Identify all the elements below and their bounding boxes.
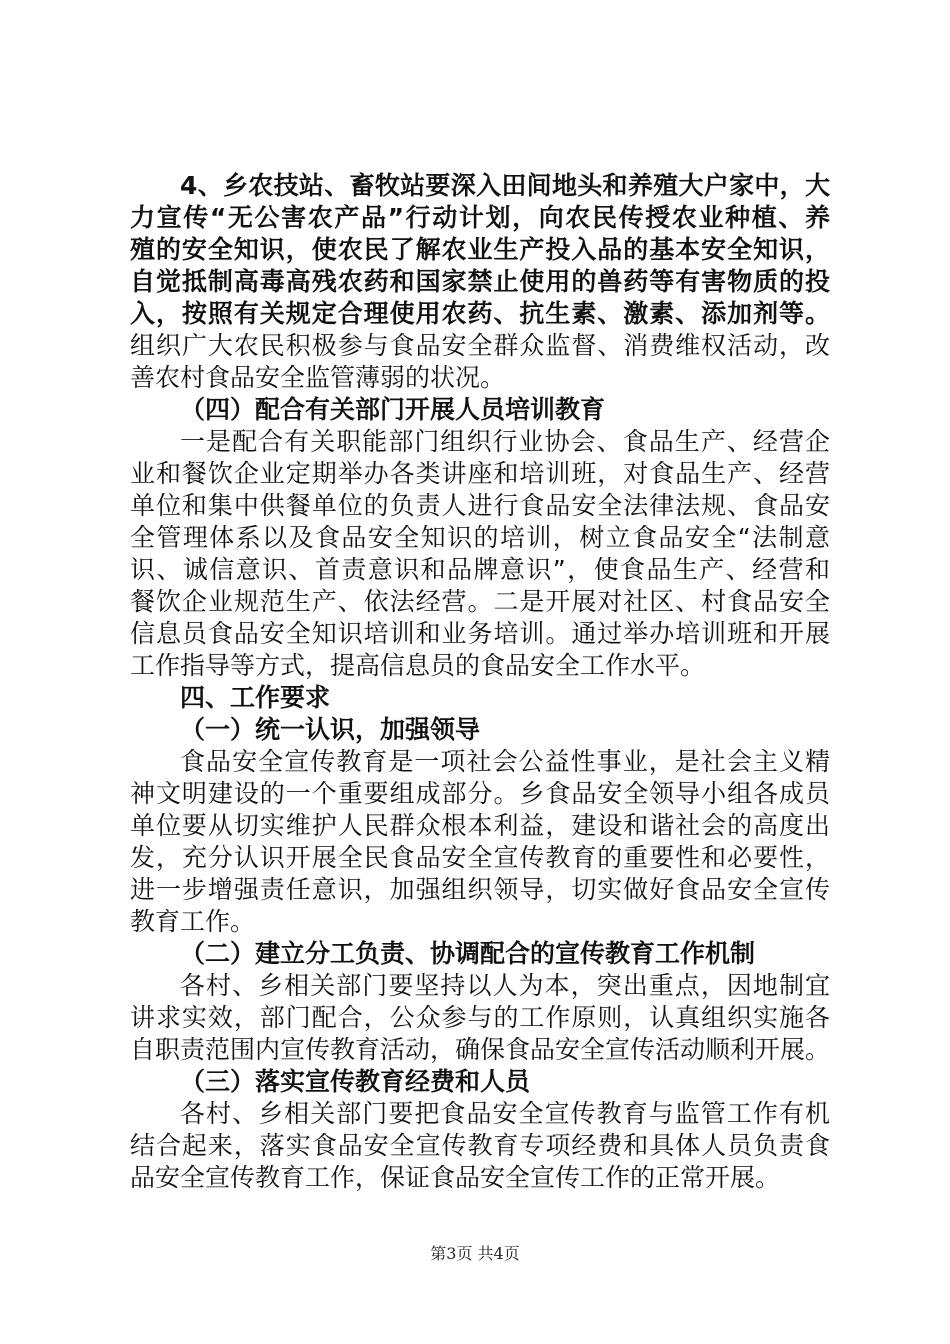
- text-line: 各村、乡相关部门要把食品安全宣传教育与监管工作有机: [180, 1099, 830, 1128]
- text-line: 餐饮企业规范生产、依法经营。二是开展对社区、村食品安全: [130, 587, 830, 616]
- text-line: 神文明建设的一个重要组成部分。乡食品安全领导小组各成员: [130, 779, 830, 808]
- text-line: （一）统一认识，加强领导: [180, 715, 481, 744]
- text-line: 4、乡农技站、畜牧站要深入田间地头和养殖大户家中，大: [180, 171, 830, 200]
- text-line: 业和餐饮企业定期举办各类讲座和培训班，对食品生产、经营: [130, 459, 830, 488]
- text-line: 品安全宣传教育工作，保证食品安全宣传工作的正常开展。: [130, 1163, 781, 1192]
- text-line: 发，充分认识开展全民食品安全宣传教育的重要性和必要性，: [130, 843, 830, 872]
- text-line: 食品安全宣传教育是一项社会公益性事业，是社会主义精: [180, 747, 830, 776]
- text-line: 工作指导等方式，提高信息员的食品安全工作水平。: [130, 651, 706, 680]
- text-line: （二）建立分工负责、协调配合的宣传教育工作机制: [180, 939, 756, 968]
- text-line: 进一步增强责任意识，加强组织领导，切实做好食品安全宣传: [130, 875, 830, 904]
- text-line: 信息员食品安全知识培训和业务培训。通过举办培训班和开展: [130, 619, 830, 648]
- text-line: 自觉抵制高毒高残农药和国家禁止使用的兽药等有害物质的投: [130, 267, 830, 296]
- text-line: 四、工作要求: [180, 683, 331, 712]
- text-line: 力宣传“无公害农产品”行动计划，向农民传授农业种植、养: [130, 203, 830, 232]
- page-footer: 第3页 共4页: [430, 1244, 520, 1263]
- text-line: （三）落实宣传教育经费和人员: [180, 1067, 531, 1096]
- text-line: 自职责范围内宣传教育活动，确保食品安全宣传活动顺利开展。: [130, 1035, 830, 1064]
- text-line: 结合起来，落实食品安全宣传教育专项经费和具体人员负责食: [130, 1131, 830, 1160]
- text-line: 单位和集中供餐单位的负责人进行食品安全法律法规、食品安: [130, 491, 830, 520]
- text-line: 一是配合有关职能部门组织行业协会、食品生产、经营企: [180, 427, 830, 456]
- text-line: 教育工作。: [130, 907, 256, 936]
- text-line: 各村、乡相关部门要坚持以人为本，突出重点，因地制宜: [180, 971, 830, 1000]
- document-body: [130, 170, 830, 1194]
- text-line: 讲求实效，部门配合，公众参与的工作原则，认真组织实施各: [130, 1003, 830, 1032]
- text-line: 组织广大农民积极参与食品安全群众监督、消费维权活动，改: [130, 331, 830, 360]
- text-line: 殖的安全知识，使农民了解农业生产投入品的基本安全知识，: [130, 235, 830, 264]
- text-line: 单位要从切实维护人民群众根本利益，建设和谐社会的高度出: [130, 811, 830, 840]
- text-line: 识、诚信意识、首责意识和品牌意识”，使食品生产、经营和: [130, 555, 830, 584]
- text-line: （四）配合有关部门开展人员培训教育: [180, 395, 606, 424]
- text-line: 全管理体系以及食品安全知识的培训，树立食品安全“法制意: [130, 523, 830, 552]
- text-line: 入，按照有关规定合理使用农药、抗生素、激素、添加剂等。: [130, 299, 830, 328]
- text-line: 善农村食品安全监管薄弱的状况。: [130, 363, 506, 392]
